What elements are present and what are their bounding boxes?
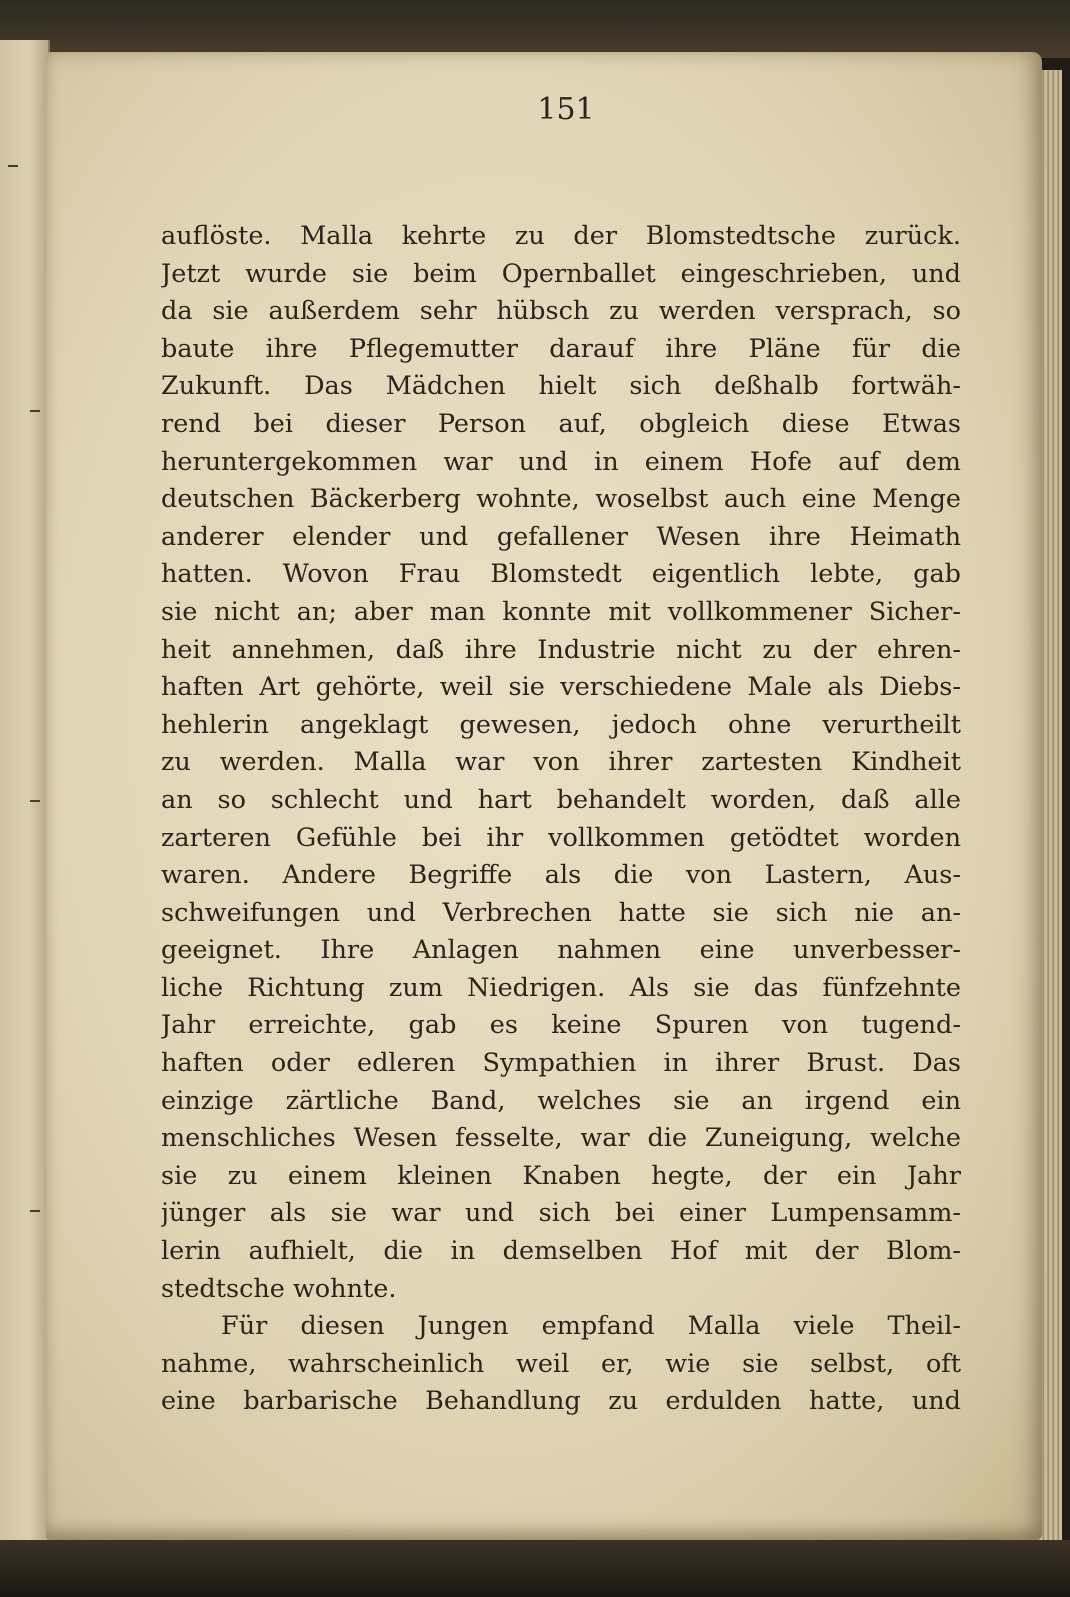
text-line: baute ihre Pflegemutter darauf ihre Pläne für die [161,333,961,364]
text-line: haften oder edleren Sympathien in ihrer Brust. Das [161,1048,961,1079]
text-line: Zukunft. Das Mädchen hielt sich deßhalb fortwäh- [161,371,961,402]
text-line: sie nicht an; aber man konnte mit vollkommener Sicher- [161,596,961,627]
gutter-mark [30,800,40,802]
text-line: heit annehmen, daß ihre Industrie nicht zu der ehren- [161,634,961,665]
book-bottom-shadow [0,1540,1070,1597]
text-line: eine barbarische Behandlung zu erdulden hatte, und [161,1386,961,1417]
book-page [46,52,1042,1540]
text-line: Für diesen Jungen empfand Malla viele Theil- [221,1311,961,1342]
text-line: haften Art gehörte, weil sie verschiedene Male als Diebs- [161,672,961,703]
page-number: 151 [537,92,595,127]
text-line: rend bei dieser Person auf, obgleich diese Etwas [161,408,961,439]
text-line: lerin aufhielt, die in demselben Hof mit der Blom- [161,1236,961,1267]
text-line: deutschen Bäckerberg wohnte, woselbst auch eine Menge [161,484,961,515]
text-line: waren. Andere Begriffe als die von Lastern, Aus- [161,860,961,891]
text-line: stedtsche wohnte. [161,1273,397,1304]
body-text [161,218,961,1421]
text-line: an so schlecht und hart behandelt worden, daß alle [161,784,961,815]
text-line: jünger als sie war und sich bei einer Lumpensamm- [161,1198,961,1229]
text-line: anderer elender und gefallener Wesen ihre Heimath [161,521,961,552]
text-line: zu werden. Malla war von ihrer zartesten Kindheit [161,747,961,778]
text-line: sie zu einem kleinen Knaben hegte, der ein Jahr [161,1160,961,1191]
text-line: da sie außerdem sehr hübsch zu werden versprach, so [161,296,961,327]
text-line: hehlerin angeklagt gewesen, jedoch ohne verurtheilt [161,709,961,740]
gutter-mark [8,165,18,167]
text-line: liche Richtung zum Niedrigen. Als sie das fünfzehnte [161,972,961,1003]
text-line: menschliches Wesen fesselte, war die Zuneigung, welche [161,1123,961,1154]
text-line: auflöste. Malla kehrte zu der Blomstedtsche zurück. [161,221,961,251]
book-top-shadow [0,0,1070,58]
paragraph [161,1308,961,1421]
gutter-mark [30,1210,40,1212]
text-line: einzige zärtliche Band, welches sie an irgend ein [161,1085,961,1116]
text-line: nahme, wahrscheinlich weil er, wie sie selbst, oft [161,1348,961,1379]
text-line: Jahr erreichte, gab es keine Spuren von tugend- [161,1010,961,1041]
text-line: schweifungen und Verbrechen hatte sie sich nie an- [161,897,961,928]
paragraph [161,218,961,1308]
gutter-mark [30,410,40,412]
text-line: Jetzt wurde sie beim Opernballet eingeschrieben, und [161,258,961,289]
text-line: heruntergekommen war und in einem Hofe auf dem [161,446,961,477]
facing-page-edge [0,40,50,1550]
text-line: zarteren Gefühle bei ihr vollkommen getödtet worden [161,822,961,853]
text-line: hatten. Wovon Frau Blomstedt eigentlich lebte, gab [161,559,961,590]
text-line: geeignet. Ihre Anlagen nahmen eine unverbesser- [161,935,961,966]
